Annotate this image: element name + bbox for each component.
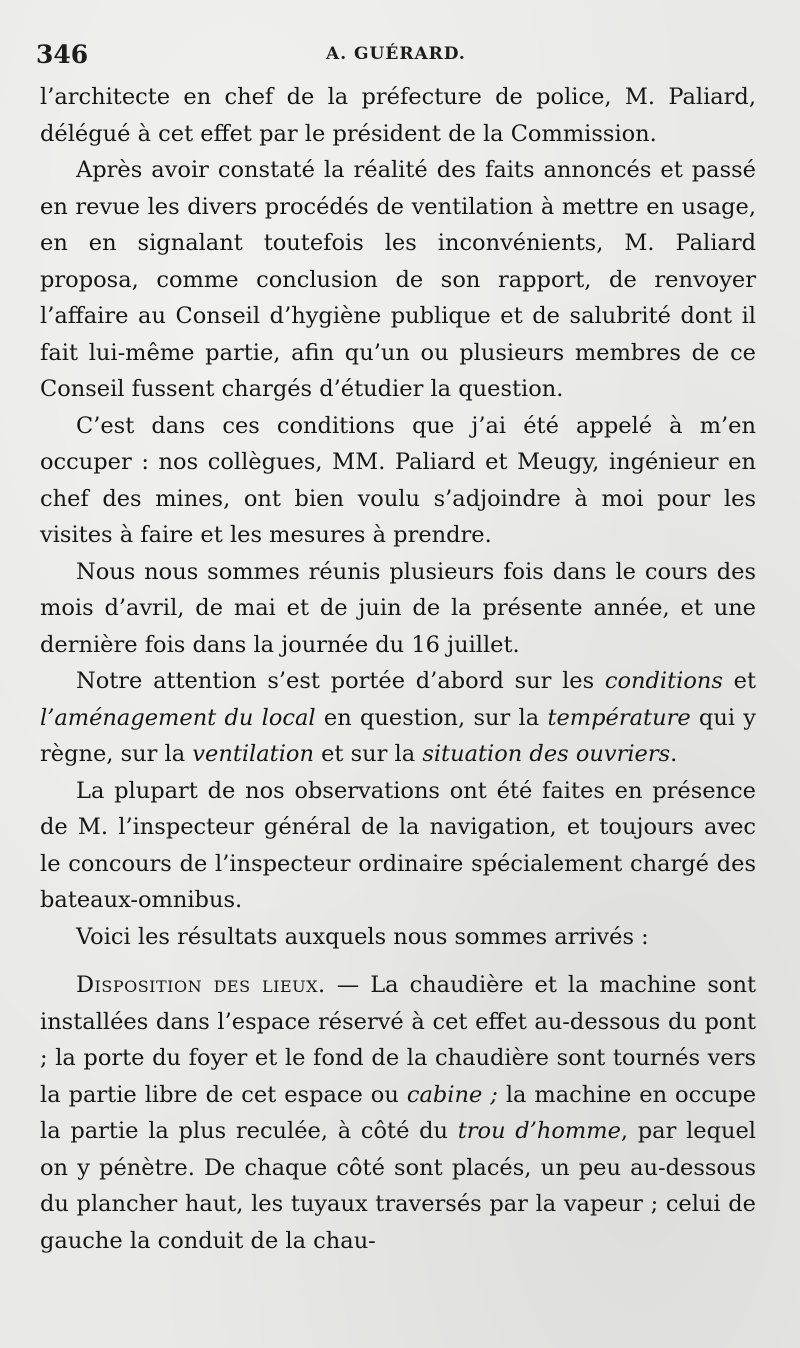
paragraph-5-text-c: en question, sur la: [315, 704, 548, 731]
emphasis-cabine: cabine ;: [406, 1081, 498, 1108]
paragraph-8-text-a: — La chaudière et la machine sont installées dans l’espace réservé à cet effet au-dessous du pont ; la porte du foyer et le fond de la chaudière sont tournés vers la partie libre de cet espace ou: [40, 972, 756, 1108]
paragraph-8-text-c: , par lequel on y pénètre. De chaque côté sont placés, un peu au-dessous du plancher haut, les tuyaux traversés par la vapeur ; celui de gauche la conduit de la chau-: [40, 1118, 756, 1254]
running-head: A. GUÉRARD.: [326, 44, 466, 64]
emphasis-conditions: conditions: [604, 668, 723, 694]
emphasis-situation: situation des ouvriers: [422, 741, 671, 767]
emphasis-trou-homme: trou d’homme: [457, 1118, 621, 1144]
paragraph-7: Voici les résultats auxquels nous sommes arrivés :: [76, 923, 649, 950]
paragraph-3: C’est dans ces conditions que j’ai été appelé à m’en occuper : nos collègues, MM. Paliard et Meugy, ingénieur en chef des mines, ont bien voulu s’adjoindre à moi pour les visites à faire et les mesures à prendre.: [40, 412, 756, 548]
paragraph-2: Après avoir constaté la réalité des faits annoncés et passé en revue les divers procédés de ventilation à mettre en usage, en en signalant toutefois les inconvénients, M. Paliard proposa, comme conclusion de son rapport, de renvoyer l’affaire au Conseil d’hygiène publique et de salubrité dont il fait lui-même partie, afin qu’un ou plusieurs membres de ce Conseil fussent chargés d’étudier la question.: [40, 157, 756, 402]
paragraph-5-text-e: et sur la: [313, 741, 423, 767]
paragraph-8: [40, 967, 756, 1259]
emphasis-ventilation: ventilation: [192, 741, 314, 767]
section-heading: Disposition des lieux.: [76, 972, 326, 998]
emphasis-temperature: température: [547, 704, 691, 731]
paragraph-5-text-d: qui y règne, sur la: [40, 704, 757, 767]
paragraph-8-text-b: la machine en occupe la partie la plus reculée, à côté du: [40, 1081, 757, 1144]
body-text: [40, 79, 756, 1259]
page-header: [36, 40, 776, 76]
emphasis-amenagement: l’aménagement du local: [40, 704, 316, 731]
paragraph-5: [40, 663, 756, 773]
paragraph-6: La plupart de nos observations ont été faites en présence de M. l’inspecteur général de la navigation, et toujours avec le concours de l’inspecteur ordinaire spécialement chargé des bateaux-omnibus.: [40, 777, 756, 913]
paragraph-1: l’architecte en chef de la préfecture de police, M. Paliard, délégué à cet effet par le président de la Commission.: [40, 84, 756, 147]
paragraph-4: Nous nous sommes réunis plusieurs fois dans le cours des mois d’avril, de mai et de juin de la présente année, et une dernière fois dans la journée du 16 juillet.: [40, 558, 756, 658]
paragraph-5-text-b: et: [722, 668, 756, 694]
paragraph-5-text-f: .: [670, 741, 678, 767]
paragraph-5-text-a: Notre attention s’est portée d’abord sur les: [76, 668, 605, 694]
page-number: 346: [36, 40, 89, 69]
